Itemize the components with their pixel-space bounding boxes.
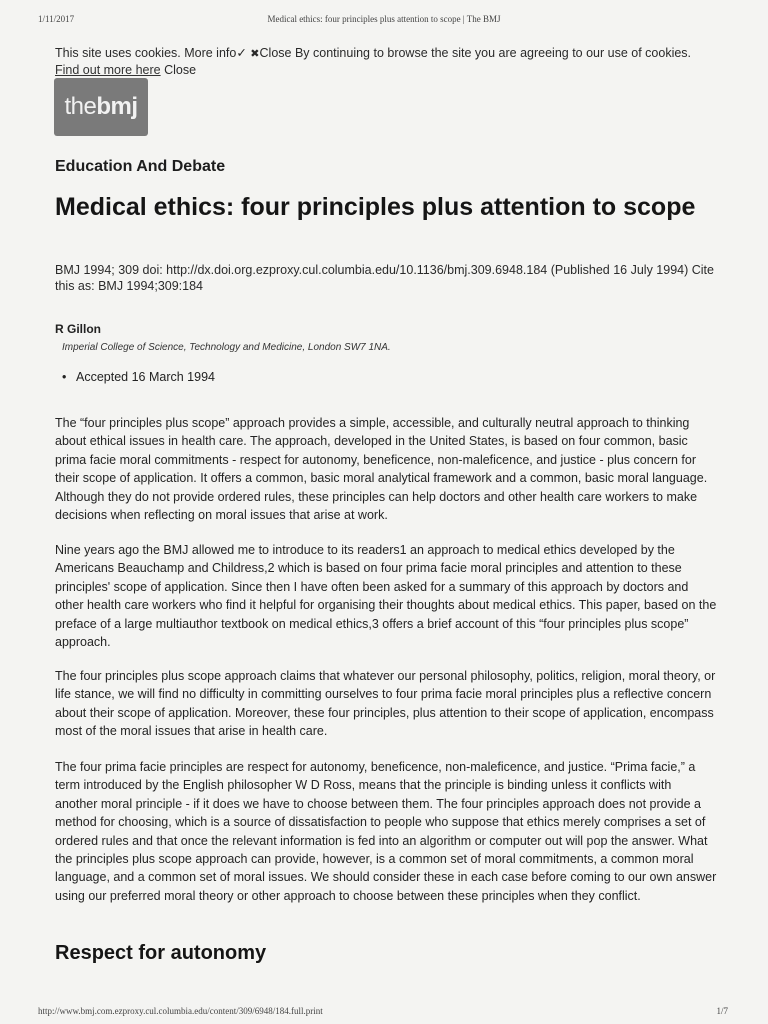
print-date: 1/11/2017 [38, 14, 75, 24]
article-author: R Gillon [55, 322, 101, 336]
article-citation: BMJ 1994; 309 doi: http://dx.doi.org.ezproxy.cul.columbia.edu/10.1136/bmj.309.6948.184 (Published 16 July 1994) Cite this as: BMJ 1994;309:184 [55, 263, 714, 293]
section-label: Education And Debate [55, 158, 226, 175]
body-paragraph: The four principles plus scope approach claims that whatever our personal philosophy, politics, religion, moral theory, or life stance, we will find no difficulty in committing ourselves to four prima facie moral principles plus a reflective concern about their scope of application. Moreover, these four principles, plus attention to their scope of application, encompass most of the moral issues that arise in health care. [55, 669, 716, 739]
body-paragraph: Nine years ago the BMJ allowed me to introduce to its readers1 an approach to medical ethics developed by the Americans Beauchamp and Childress,2 which is based on four prima facie moral principles and attention to these principles' scope of application. Since then I have often been asked for a summary of this approach by doctors and other health care workers who find it helpful for organising their thoughts about medical ethics. This paper, based on the preface of a large multiauthor textbook on medical ethics,3 offers a brief account of this “four principles plus scope” approach. [55, 543, 717, 650]
cookie-close-text[interactable]: Close By continuing to browse the site you are agreeing to our use of cookies. [259, 46, 692, 60]
body-paragraph: The “four principles plus scope” approach provides a simple, accessible, and culturally neutral approach to thinking about ethical issues in health care. The approach, developed in the United States, is based on four common, basic prima facie moral commitments - respect for autonomy, beneficence, non-maleficence, and justice - plus concern for their scope of application. It offers a common, basic moral analytical framework and a common, basic moral language. Although they do not provide ordered rules, these principles can help doctors and other health care workers to make decisions when reflecting on moral issues that arise at work. [55, 416, 708, 523]
bullet-icon: • [62, 370, 67, 384]
print-page-number: 1/7 [716, 1006, 728, 1016]
section-heading: Respect for autonomy [55, 942, 267, 964]
find-out-more-link[interactable]: Find out more here [55, 63, 161, 77]
author-affiliation: Imperial College of Science, Technology and Medicine, London SW7 1NA. [62, 342, 391, 353]
accepted-text: Accepted 16 March 1994 [76, 370, 215, 384]
close-circle-icon[interactable]: ✖ [250, 48, 260, 60]
bmj-logo[interactable] [54, 78, 148, 136]
print-url: http://www.bmj.com.ezproxy.cul.columbia.edu/content/309/6948/184.full.print [38, 1006, 323, 1016]
article-title: Medical ethics: four principles plus attention to scope [55, 193, 696, 221]
accepted-date [62, 370, 215, 384]
cookie-close-button[interactable]: Close [164, 63, 197, 77]
body-paragraph: The four prima facie principles are respect for autonomy, beneficence, non-maleficence, and justice. “Prima facie,” a term introduced by the English philosopher W D Ross, means that the principle is binding unless it conflicts with another moral principle - if it does we have to choose between them. The four principles approach does not provide a method for choosing, which is a source of dissatisfaction to people who suppose that ethics merely comprises a set of ordered rules and that once the relevant information is fed into an algorithm or computer out will pop the answer. What the principles plus scope approach can provide, however, is a common set of moral commitments, a common moral language, and a common set of moral issues. We should consider these in each case before coming to our own answer using our preferred moral theory or other approach to choose between these principles when they conflict. [55, 760, 717, 903]
logo-text-bmj: bmj [96, 93, 138, 120]
cookie-text: This site uses cookies. More info [55, 46, 237, 60]
print-header [0, 14, 768, 28]
chevron-down-icon[interactable]: ✓ [236, 46, 247, 60]
print-footer [0, 1006, 768, 1020]
logo-text-the: the [64, 93, 97, 120]
cookie-notice [55, 45, 705, 78]
print-page-title: Medical ethics: four principles plus attention to scope | The BMJ [267, 14, 501, 24]
